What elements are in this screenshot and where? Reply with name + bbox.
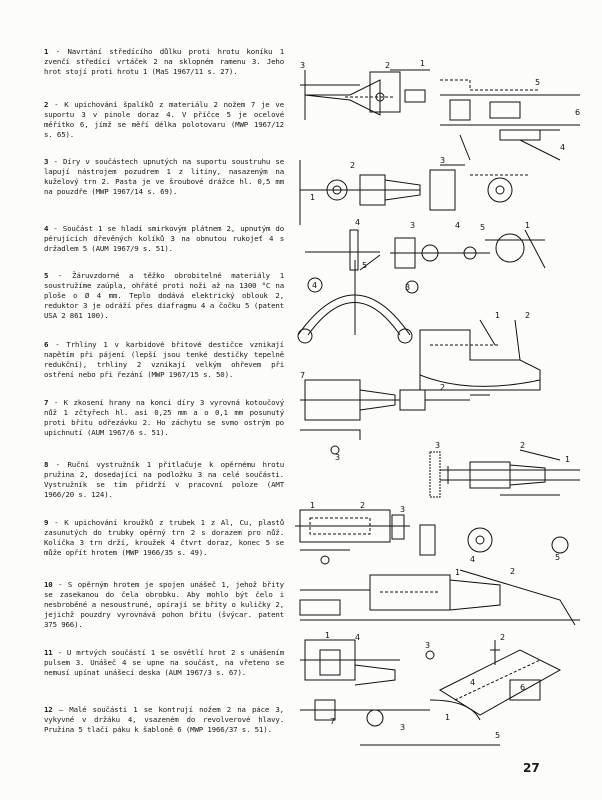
svg-text:3: 3 bbox=[410, 221, 416, 230]
svg-text:1: 1 bbox=[495, 311, 501, 320]
svg-text:1: 1 bbox=[455, 568, 461, 577]
entry-6: 6 - Trhliny 1 v karbidové břitové destičce vznikají napětím při pájení (lepší jsou tenké destičky tepelně redukční), trhliny 2 vznikají velkým ohřevem při ostření nebo při řezání (MWP 1967/15 s. 50). bbox=[44, 340, 284, 379]
svg-text:4: 4 bbox=[355, 218, 361, 227]
svg-text:2: 2 bbox=[385, 61, 391, 70]
entry-9: 9 - K upichování kroužků z trubek 1 z Al, Cu, plastů zasunutých do trubky opěrný trn 2 s dorazem pro nůž. Kolíčka 3 trn drží, kroužek 4 čtvrt doraz, konec 5 se může opřít hrotem (MWP 1966/35 s. 49). bbox=[44, 518, 284, 557]
page-number: 27 bbox=[523, 761, 540, 775]
svg-text:3: 3 bbox=[400, 723, 406, 732]
entry-1: 1 - Navrtání středícího důlku proti hrotu koníku 1 zvenčí středící vrtáček 2 na sklopném ramenu 3. Jeho hrot stojí proti hrotu 1 (MaS 1967/11 s. 27). bbox=[44, 47, 284, 76]
entry-11: 11 - U mrtvých součástí 1 se osvětlí hrot 2 s unášením pulsem 3. Unášeč 4 se upne na součást, na vřeteno se nemusí upínat unášecí deska (AUM 1967/3 s. 67). bbox=[44, 648, 284, 677]
svg-text:3: 3 bbox=[300, 61, 306, 70]
svg-text:2: 2 bbox=[525, 311, 531, 320]
entry-10: 10 - S opěrným hrotem je spojen unášeč 1, jehož břity se zasekanou do čela obrobku. Aby mohlo být čelo i nesbroběné a nesoustruné, opírají se břity o kuličky 2, jejichž pouzdry vyrovnává pohon břitu (švýcar. patent 375 966). bbox=[44, 580, 284, 629]
svg-text:4: 4 bbox=[560, 143, 566, 152]
entry-7: 7 - K zkosení hrany na konci díry 3 vyrovná kotoučový nůž 1 zčtyřech hl. asi 0,25 mm a o 0,1 mm posunutý proti břitu odřezávku 2. Ho záchytu se svmo ostrým po upichnutí (AUM 1967/6 s. 51). bbox=[44, 398, 284, 437]
svg-text:5: 5 bbox=[480, 223, 486, 232]
svg-text:4: 4 bbox=[470, 678, 476, 687]
figure-6-drawing bbox=[420, 320, 540, 390]
svg-text:1: 1 bbox=[310, 193, 316, 202]
entry-4: 4 - Součást 1 se hladí smirkovým plátnem 2, upnutým do pérujících dřevěných kolíků 3 na obnutou rukojeť 4 s držadlem 5 (AUM 1967/9 s. 51). bbox=[44, 224, 284, 253]
entry-5: 5 - Žáruvzdorné a těžko obrobitelné materiály 1 soustružíme zaúpla, ohřáté proti noži až na 1300 °C na ploše o Ø 4 mm. Teplo dodává elektrický oblouk 2, reduktor 3 je odráží přes diafragmu 4 a čočku 5 (patent USA 2 861 100). bbox=[44, 271, 284, 320]
svg-text:6: 6 bbox=[575, 108, 581, 117]
svg-text:4: 4 bbox=[355, 633, 361, 642]
figure-8-drawing bbox=[430, 450, 580, 497]
figure-4-drawing bbox=[305, 230, 545, 270]
svg-text:5: 5 bbox=[362, 261, 368, 270]
svg-text:2: 2 bbox=[350, 161, 356, 170]
svg-text:3: 3 bbox=[400, 505, 406, 514]
svg-text:2: 2 bbox=[510, 567, 516, 576]
svg-text:3: 3 bbox=[425, 641, 431, 650]
svg-text:2: 2 bbox=[360, 501, 366, 510]
figure-3-drawing bbox=[300, 160, 530, 225]
svg-text:4: 4 bbox=[470, 555, 476, 564]
svg-text:6: 6 bbox=[520, 683, 526, 692]
figure-9-drawing bbox=[295, 510, 568, 564]
entry-2: 2 - K upichování špalíků z materiálu 2 nožem 7 je ve suportu 3 v pinole doraz 4. V příčce 5 je ocelové měřítko 6, jímž se měří délka polotovaru (MWP 1967/12 s. 65). bbox=[44, 100, 284, 139]
svg-text:4: 4 bbox=[455, 221, 461, 230]
svg-text:3: 3 bbox=[405, 283, 411, 292]
svg-text:1: 1 bbox=[325, 631, 331, 640]
figure-10-drawing bbox=[300, 570, 580, 625]
svg-text:2: 2 bbox=[440, 383, 446, 392]
svg-text:2: 2 bbox=[500, 633, 506, 642]
figure-1-drawing bbox=[300, 70, 430, 120]
svg-text:1: 1 bbox=[565, 455, 571, 464]
svg-text:1: 1 bbox=[525, 221, 531, 230]
svg-text:4: 4 bbox=[312, 281, 318, 290]
svg-text:5: 5 bbox=[495, 731, 501, 740]
svg-text:2: 2 bbox=[520, 441, 526, 450]
svg-text:5: 5 bbox=[555, 553, 561, 562]
svg-text:5: 5 bbox=[535, 78, 541, 87]
svg-text:3: 3 bbox=[440, 156, 446, 165]
figure-7-drawing bbox=[300, 380, 490, 454]
svg-text:1: 1 bbox=[420, 59, 426, 68]
svg-text:1: 1 bbox=[310, 501, 316, 510]
figure-12-drawing bbox=[300, 650, 560, 745]
entry-3: 3 - Díry v součástech upnutých na suportu soustruhu se lapují nástrojem pozudrem 1 z litiny, nasazeným na kuželový trn 2. Pasta je ve šroubové drážce hl. 0,5 mm na pouzdře (MWP 1967/14 s. 69). bbox=[44, 157, 284, 196]
entry-12: 12 — Malé součásti 1 se kontrují nožem 2 na páce 3, vykyvné v držáku 4, vsazeném do revolverové hlavy. Pružina 5 tlačí páku k šabloně 6 (MWP 1966/37 s. 51). bbox=[44, 705, 284, 734]
figure-2-drawing bbox=[440, 80, 580, 160]
entry-8: 8 - Ruční vystružník 1 přitlačuje k opěrnému hrotu pružina 2, dosedající na podložku 3 na celé součásti. Vystružník se tím přidrží v pracovní poloze (AMT 1966/20 s. 124). bbox=[44, 460, 284, 499]
svg-text:7: 7 bbox=[300, 371, 306, 380]
svg-text:1: 1 bbox=[445, 713, 451, 722]
svg-text:3: 3 bbox=[435, 441, 441, 450]
svg-text:7: 7 bbox=[330, 717, 336, 726]
svg-text:3: 3 bbox=[335, 453, 341, 462]
